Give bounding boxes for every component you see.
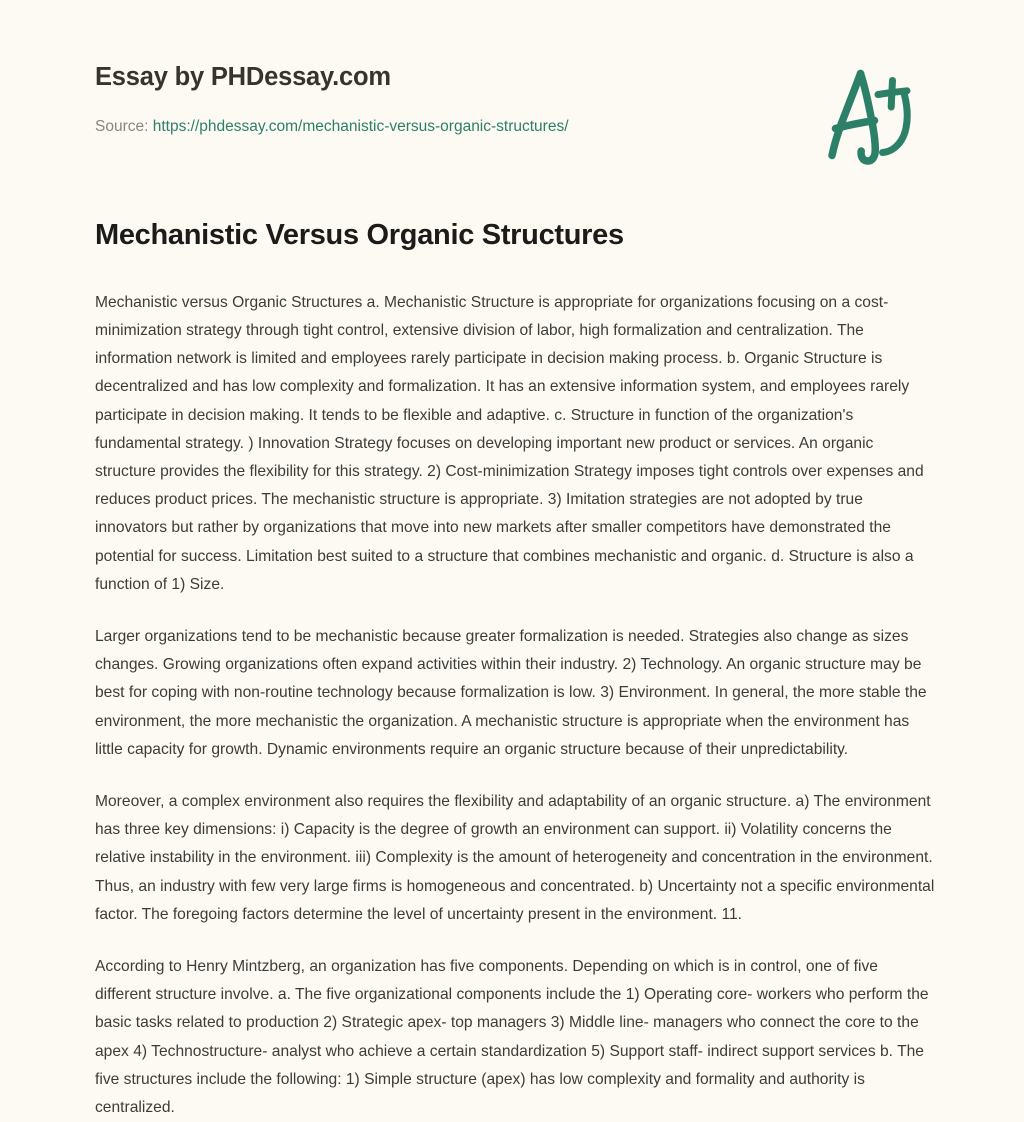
aplus-logo-icon (812, 62, 928, 168)
paragraph: According to Henry Mintzberg, an organization has five components. Depending on which is in control, one of five different structure involve. a. The five organizational components include the 1) Operating core- workers who perform the basic tasks related to production 2) Strategic apex- top managers 3) Middle line- managers who connect the core to the apex 4) Technostructure- analyst who achieve a certain standardization 5) Support staff- indirect support services b. The five structures include the following: 1) Simple structure (apex) has low complexity and formality and authority is centralized. (95, 958, 929, 1117)
page-title: Mechanistic Versus Organic Structures (95, 219, 624, 251)
page-header (0, 0, 1024, 190)
paragraph: Mechanistic versus Organic Structures a. Mechanistic Structure is appropriate for organizations focusing on a cost- minimization strategy through tight control, extensive division of labor, high formalization and centralization. The information network is limited and employees rarely participate in decision making process. b. Organic Structure is decentralized and has low complexity and formalization. It has an extensive information system, and employees rarely participate in decision making. It tends to be flexible and adaptive. c. Structure in function of the organization's fundamental strategy. ) Innovation Strategy focuses on developing important new product or services. An organic structure provides the flexibility for this strategy. 2) Cost-minimization Strategy imposes tight controls over expenses and reduces product prices. The mechanistic structure is appropriate. 3) Imitation strategies are not adopted by true innovators but rather by organizations that move into new markets after smaller competitors have demonstrated the potential for success. Limitation best suited to a structure that combines mechanistic and organic. d. Structure is also a function of 1) Size. (95, 293, 924, 593)
article-body (95, 218, 935, 1122)
brand-title: Essay by PHDessay.com (95, 63, 391, 91)
source-label: Source: (95, 118, 149, 135)
paragraph: Larger organizations tend to be mechanistic because greater formalization is needed. Strategies also change as sizes changes. Growing organizations often expand activities within their industry. 2) Technology. An organic structure may be best for coping with non-routine technology because formalization is low. 3) Environment. In general, the more stable the environment, the more mechanistic the organization. A mechanistic structure is appropriate when the environment has little capacity for growth. Dynamic environments require an organic structure because of their unpredictability. (95, 628, 927, 758)
paragraph: Moreover, a complex environment also requires the flexibility and adaptability of an organic structure. a) The environment has three key dimensions: i) Capacity is the degree of growth an environment can support. ii) Volatility concerns the relative instability in the environment. iii) Complexity is the amount of heterogeneity and concentration in the environment. Thus, an industry with few very large firms is homogeneous and concentrated. b) Uncertainty not a specific environmental factor. The foregoing factors determine the level of uncertainty present in the environment. 11. (95, 793, 935, 923)
source-line (95, 118, 569, 136)
source-url-link[interactable]: https://phdessay.com/mechanistic-versus-organic-structures/ (152, 118, 569, 135)
